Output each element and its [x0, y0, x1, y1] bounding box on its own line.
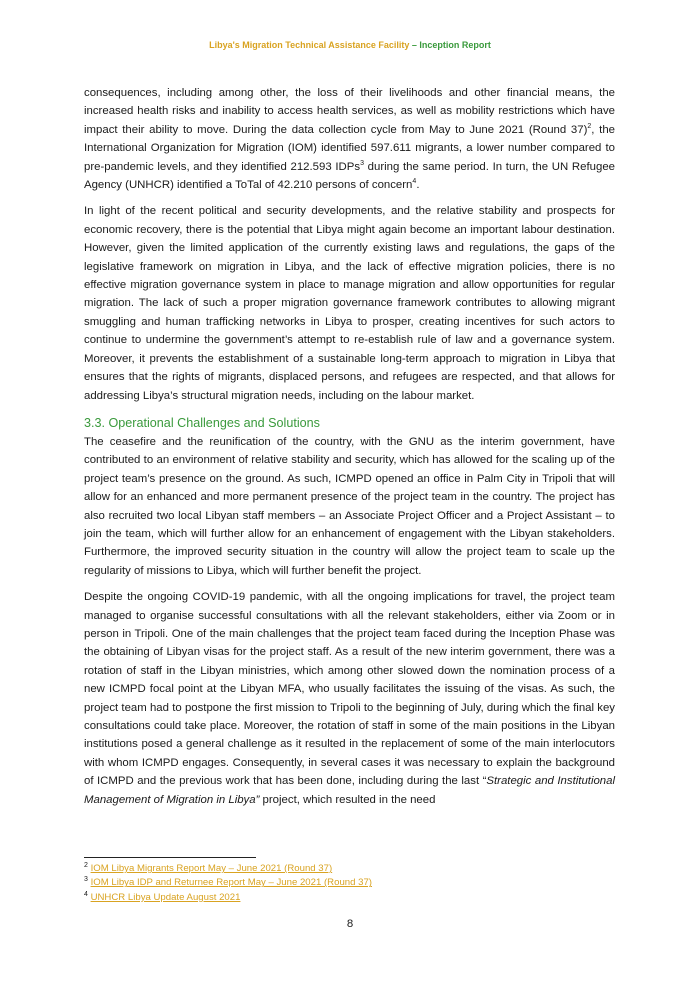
paragraph-4-text-b: project, which resulted in the need [259, 793, 436, 806]
footnote-2 [84, 862, 615, 876]
paragraph-4 [84, 588, 615, 809]
footnotes [84, 862, 615, 905]
header-subtitle: Inception Report [419, 40, 491, 50]
footnote-ref-4[interactable]: 4 [412, 178, 417, 186]
footnote-divider [84, 857, 256, 858]
footnote-number: 4 [84, 890, 88, 898]
page-number: 8 [346, 918, 354, 930]
header-separator: – [409, 40, 420, 50]
paragraph-1-text-a: consequences, including among other, the loss of their livelihoods and other financial means, the increased health risks and inability to access health services, as well as mobility restrictions which have impact their ability to move. During the data collection cycle from May to June 2021 (Round 37) [84, 87, 615, 136]
header-title: Libya's Migration Technical Assistance Facility [209, 40, 410, 50]
footnote-ref-3[interactable]: 3 [360, 159, 364, 167]
footnote-4 [84, 891, 615, 905]
footnote-link-unhcr[interactable]: UNHCR Libya Update August 2021 [90, 891, 241, 903]
paragraph-2: In light of the recent political and security developments, and the relative stability and prospects for economic recovery, there is the potential that Libya might again become an important labour destination. However, given the limited application of the currently existing laws and regulations, the gaps of the legislative framework on migration in Libya, and the lack of effective migration policies, there is no effective migration governance system in place to manage migration and allow opportunities for regular migration. The lack of such a proper migration governance framework contributes to allowing migrant smuggling and human trafficking networks in Libya to prosper, creating incentives for such actors to continue to undermine the government’s attempt to re-establish rule of law and a governance system. Moreover, it prevents the establishment of a sustainable long-term approach to migration in Libya that ensures that the rights of migrants, displaced persons, and refugees are respected, and that allows for addressing Libya’s structural migration needs, including on the labour market. [84, 205, 615, 402]
footnote-number: 2 [84, 861, 88, 869]
page-body [84, 84, 615, 817]
paragraph-1-text-d: . [416, 179, 420, 192]
paragraph-4-text-a: Despite the ongoing COVID-19 pandemic, with all the ongoing implications for travel, the project team managed to organise successful consultations with all the relevant stakeholders, either via Zoom or in person in Tripoli. One of the main challenges that the project team faced during the Inception Phase was the obtaining of Libyan visas for the project staff. As a result of the new interim government, there was a rotation of staff in the Libyan ministries, which among other slowed down the nomination process of a new ICMPD focal point at the Libyan MFA, who usually facilitates the issuing of the visas. As such, the project team had to postpone the first mission to Tripoli to the beginning of July, during which the final key consultations could take place. Moreover, the rotation of staff in some of the main positions in the Libyan institutions posed a general challenge as it resulted in the replacement of some of the main interlocutors with whom ICMPD engages. Consequently, in several cases it was necessary to explain the background of ICMPD and the previous work that has been done, including during the last “ [84, 591, 615, 788]
footnote-number: 3 [84, 876, 88, 884]
paragraph-1-text-c: during the same period. In turn, the UN Refugee Agency (UNHCR) identified a ToTal of 42.210 persons of concern [84, 160, 615, 192]
paragraph-3: The ceasefire and the reunification of the country, with the GNU as the interim government, have contributed to an environment of relative stability and security, which has allowed for the scaling up of the project team’s presence on the ground. As such, ICMPD opened an office in Palm City in Tripoli that will allow for an enhanced and more permanent presence of the project team in the country. The project has also recruited two local Libyan staff members – an Associate Project Officer and a Project Assistant – to join the team, which will further allow for an enhancement of engagement with the Libyan stakeholders. Furthermore, the improved security situation in the country will allow the project team to scale up the regularity of missions to Libya, which will further benefit the project. [84, 435, 615, 577]
footnote-3 [84, 876, 615, 890]
paragraph-1 [84, 84, 615, 194]
project-title-italic: Strategic and Institutional Management of Migration in Libya” [84, 775, 616, 806]
footnote-ref-2[interactable]: 2 [587, 123, 592, 131]
running-header [0, 40, 700, 50]
footnote-link-iom-migrants[interactable]: IOM Libya Migrants Report May – June 2021 (Round 37) [90, 863, 333, 874]
paragraph-1-text-b: , the International Organization for Migration (IOM) identified 597.611 migrants, a lower number compared to pre-pandemic levels, and they identified 212.593 IDPs [84, 123, 616, 173]
section-heading: 3.3. Operational Challenges and Solutions [84, 415, 320, 430]
footnote-link-iom-idp[interactable]: IOM Libya IDP and Returnee Report May – June 2021 (Round 37) [90, 877, 372, 889]
